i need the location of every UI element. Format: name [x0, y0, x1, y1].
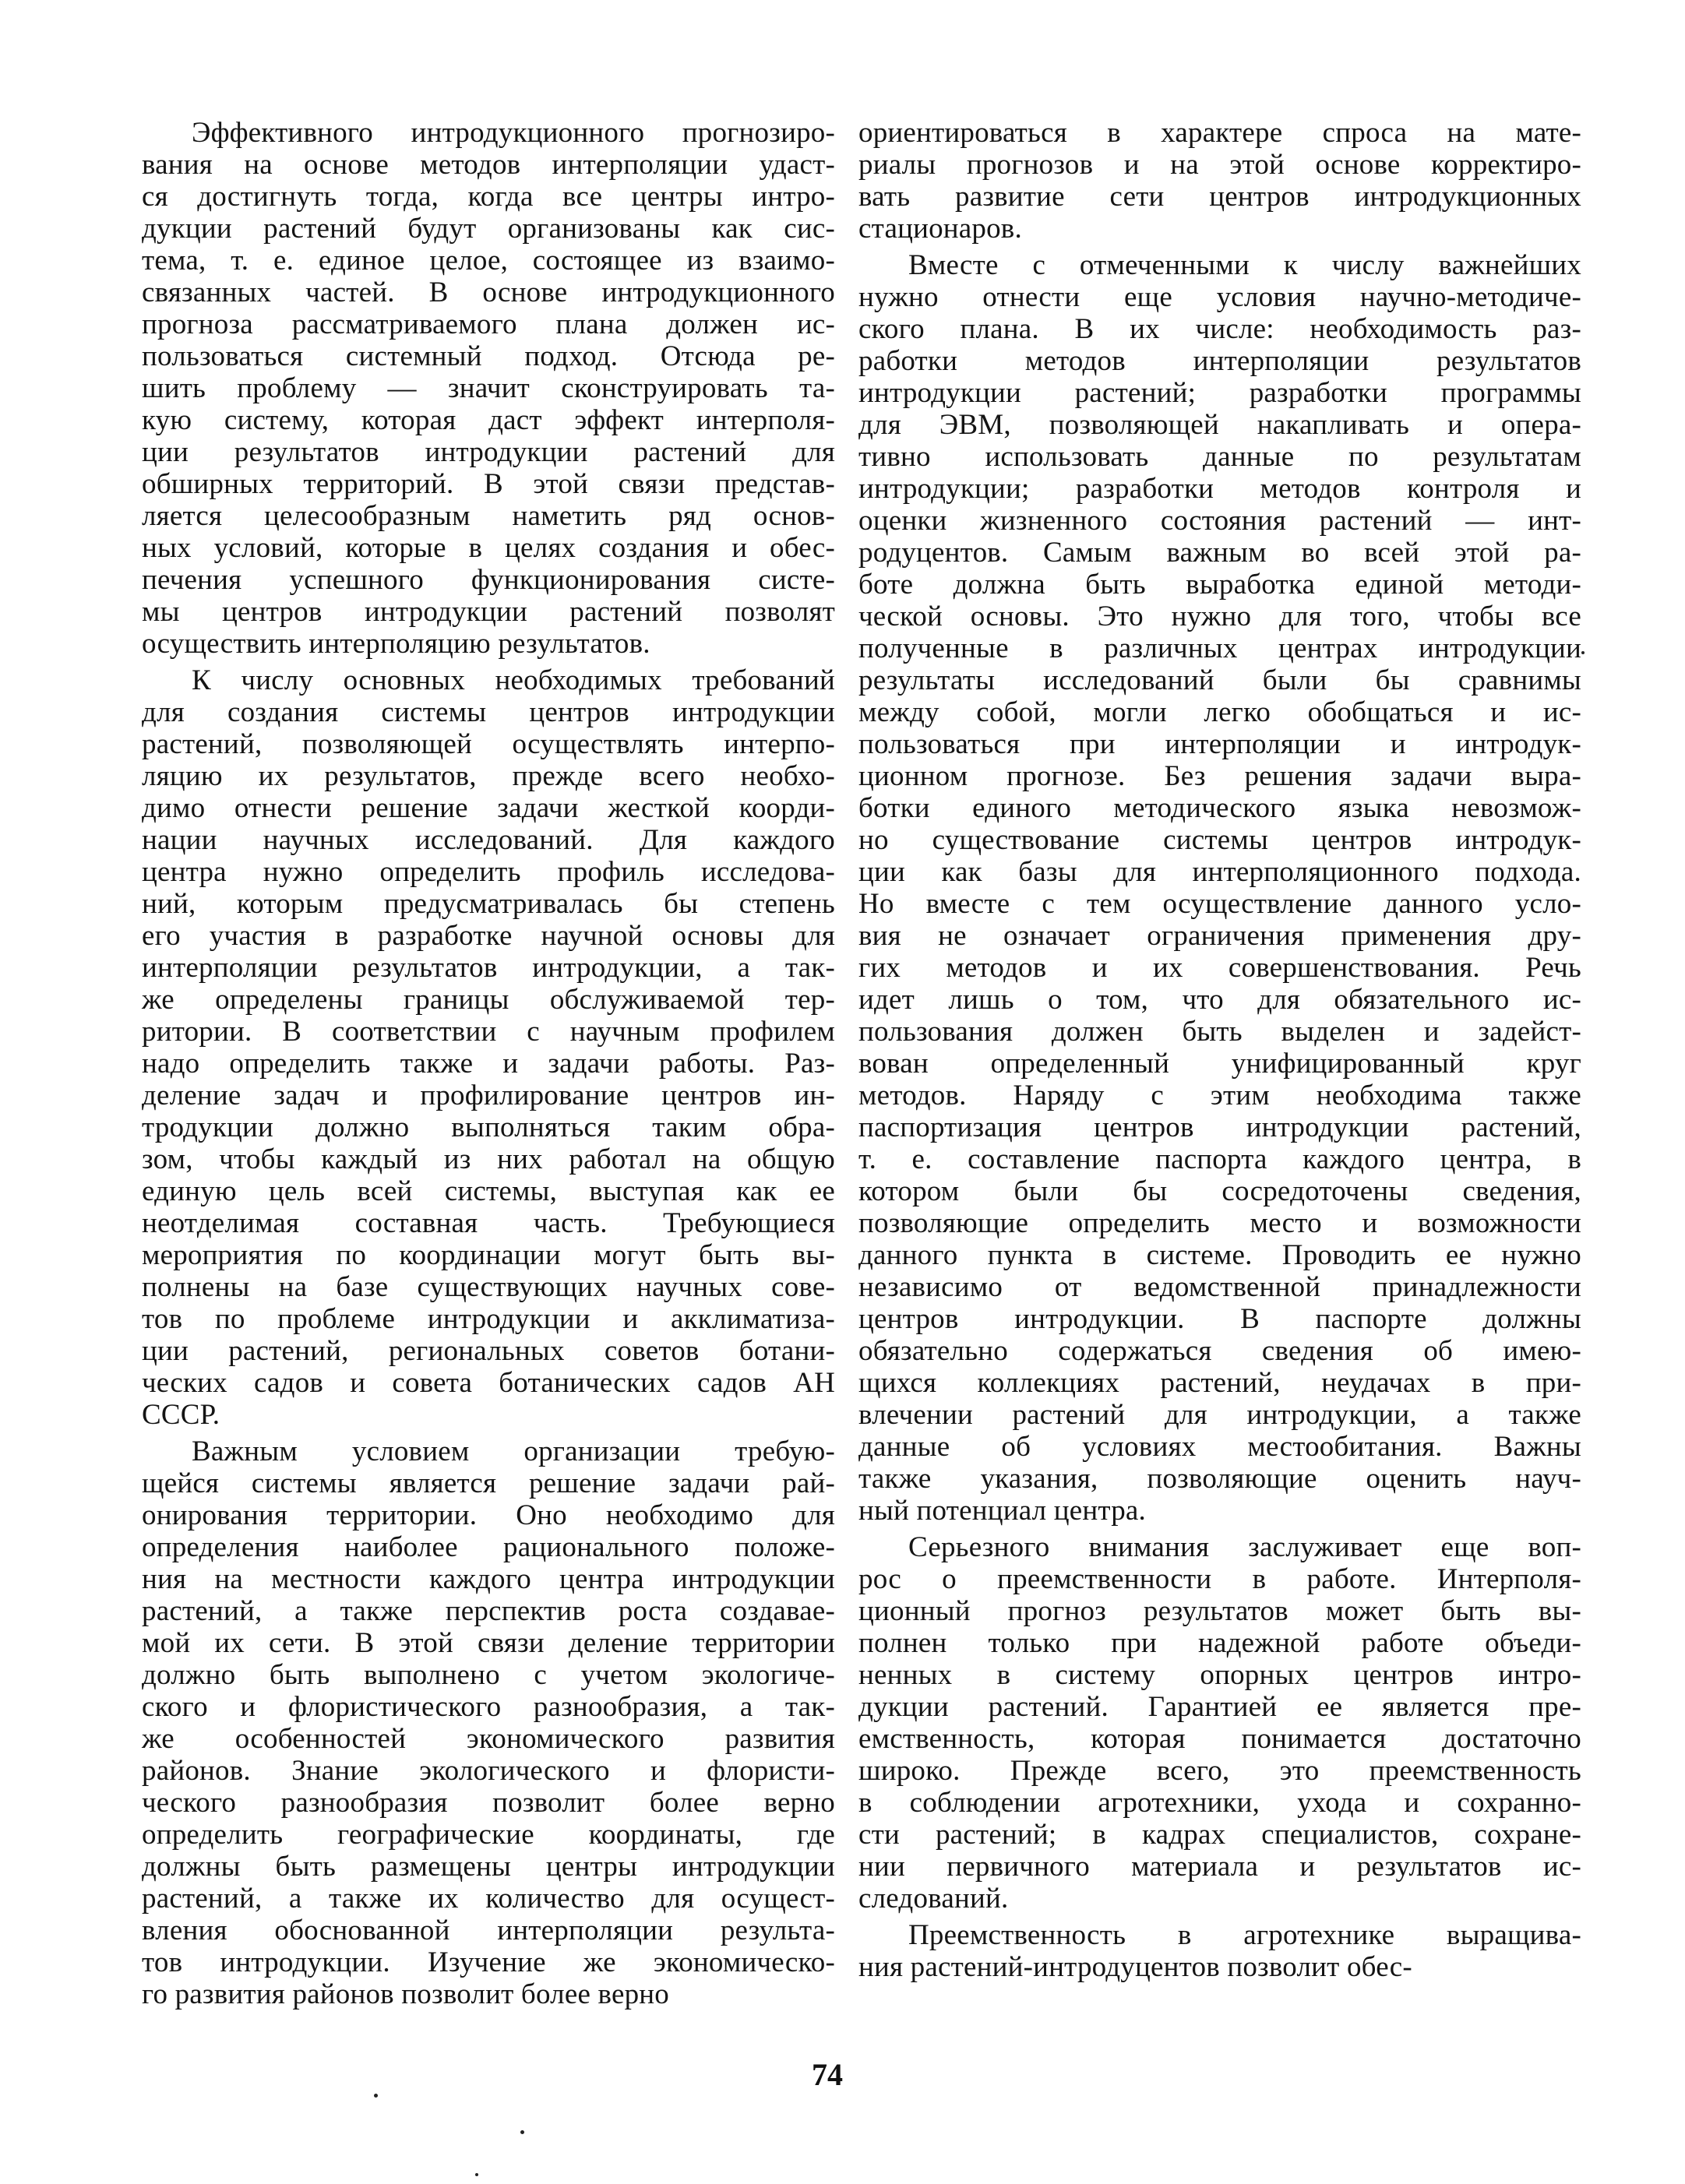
text-line: мероприятия по координации могут быть вы-	[142, 1239, 835, 1271]
text-line: полнены на базе существующих научных сове-	[142, 1271, 835, 1303]
text-line: т. е. составление паспорта каждого центра, в	[858, 1143, 1581, 1175]
text-line: ского и флористического разнообразия, а так-	[142, 1691, 835, 1723]
text-line: ции результатов интродукции растений для	[142, 436, 835, 468]
text-line: вован определенный унифицированный круг	[858, 1048, 1581, 1080]
text-line: Преемственность в агротехнике выращива-	[908, 1919, 1581, 1951]
scan-speck	[520, 2130, 524, 2134]
text-line: ботки единого методического языка невозмож-	[858, 792, 1581, 824]
text-line: надо определить также и задачи работы. Раз-	[142, 1048, 835, 1080]
text-line: СССР.	[142, 1399, 220, 1431]
text-line: емственность, которая понимается достаточно	[858, 1723, 1581, 1755]
right-column	[858, 117, 1581, 1983]
text-line: паспортизация центров интродукции растений,	[858, 1111, 1581, 1143]
text-line: печения успешного функционирования систе-	[142, 564, 835, 596]
paragraph	[142, 117, 835, 664]
text-line: осуществить интерполяцию результатов.	[142, 628, 650, 660]
text-line: вления обоснованной интерполяции результа-	[142, 1915, 835, 1946]
text-line: Серьезного внимания заслуживает еще воп-	[908, 1531, 1581, 1563]
text-line: тродукции должно выполняться таким обра-	[142, 1111, 835, 1143]
text-line: центров интродукции. В паспорте должны	[858, 1303, 1581, 1335]
text-line: определить географические координаты, где	[142, 1819, 835, 1851]
text-line: результаты исследований были бы сравнимы	[858, 664, 1581, 696]
text-line: го развития районов позволит более верно	[142, 1978, 669, 2010]
text-line: в соблюдении агротехники, ухода и сохранно-	[858, 1787, 1581, 1819]
text-line: позволяющие определить место и возможности	[858, 1207, 1581, 1239]
text-line: ных условий, которые в целях создания и обес-	[142, 532, 835, 564]
text-line: гих методов и их совершенствования. Речь	[858, 952, 1581, 984]
text-line: независимо от ведомственной принадлежности	[858, 1271, 1581, 1303]
text-line: полученные в различных центрах интродукции	[858, 632, 1581, 664]
text-line: растений, позволяющей осуществлять интерпо-	[142, 728, 835, 760]
text-line: пользоваться при интерполяции и интродук-	[858, 728, 1581, 760]
paragraph	[858, 1919, 1581, 1983]
scan-speck	[1581, 651, 1585, 654]
scan-speck	[475, 2173, 478, 2176]
text-line: нужно отнести еще условия научно-методиче-	[858, 281, 1581, 313]
text-line: Вместе с отмеченными к числу важнейших	[908, 249, 1581, 281]
text-line: прогноза рассматриваемого плана должен ис-	[142, 308, 835, 340]
text-line: тов по проблеме интродукции и акклиматиза-	[142, 1303, 835, 1335]
text-line: для создания системы центров интродукции	[142, 696, 835, 728]
text-line: ный потенциал центра.	[858, 1495, 1146, 1527]
text-line: ческого разнообразия позволит более верно	[142, 1787, 835, 1819]
paragraph	[142, 1435, 835, 2010]
text-line: Но вместе с тем осуществление данного усло-	[858, 888, 1581, 920]
text-line: кую систему, которая даст эффект интерполя-	[142, 404, 835, 436]
text-line: тема, т. е. единое целое, состоящее из взаимо-	[142, 245, 835, 277]
text-line: сти растений; в кадрах специалистов, сохране-	[858, 1819, 1581, 1851]
text-line: должны быть размещены центры интродукции	[142, 1851, 835, 1883]
text-line: ского плана. В их числе: необходимость раз-	[858, 313, 1581, 345]
text-line: влечении растений для интродукции, а также	[858, 1399, 1581, 1431]
text-line: ся достигнуть тогда, когда все центры интро-	[142, 181, 835, 213]
text-line: ритории. В соответствии с научным профилем	[142, 1016, 835, 1048]
paragraph	[858, 1531, 1581, 1919]
text-line: Важным условием организации требую-	[192, 1435, 835, 1467]
text-line: единую цель всей системы, выступая как ее	[142, 1175, 835, 1207]
text-line: шить проблему — значит сконструировать та-	[142, 372, 835, 404]
page-number: 74	[812, 2057, 843, 2092]
text-line: данные об условиях местообитания. Важны	[858, 1431, 1581, 1463]
text-line: данного пункта в системе. Проводить ее нужно	[858, 1239, 1581, 1271]
text-line: ненных в систему опорных центров интро-	[858, 1659, 1581, 1691]
text-line: пользования должен быть выделен и задейст-	[858, 1016, 1581, 1048]
text-line: К числу основных необходимых требований	[192, 664, 835, 696]
text-line: нации научных исследований. Для каждого	[142, 824, 835, 856]
text-line: дукции растений. Гарантией ее является пре-	[858, 1691, 1581, 1723]
text-line: вия не означает ограничения применения дру-	[858, 920, 1581, 952]
text-line: ционный прогноз результатов может быть вы-	[858, 1595, 1581, 1627]
text-line: ляется целесообразным наметить ряд основ-	[142, 500, 835, 532]
text-line: же определены границы обслуживаемой тер-	[142, 984, 835, 1016]
text-line: боте должна быть выработка единой методи-	[858, 569, 1581, 601]
text-line: тов интродукции. Изучение же экономическо-	[142, 1946, 835, 1978]
text-line: дукции растений будут организованы как сис-	[142, 213, 835, 245]
paragraph	[142, 664, 835, 1435]
text-line: методов. Наряду с этим необходима также	[858, 1080, 1581, 1111]
text-line: оценки жизненного состояния растений — инт-	[858, 505, 1581, 537]
text-line: ния растений-интродуцентов позволит обес-	[858, 1951, 1412, 1983]
text-line: же особенностей экономического развития	[142, 1723, 835, 1755]
text-line: его участия в разработке научной основы для	[142, 920, 835, 952]
text-line: Эффективного интродукционного прогнозиро-	[192, 117, 835, 149]
text-line: ции как базы для интерполяционного подхода.	[858, 856, 1581, 888]
text-line: ческой основы. Это нужно для того, чтобы все	[858, 601, 1581, 632]
text-line: обширных территорий. В этой связи представ-	[142, 468, 835, 500]
text-line: деление задач и профилирование центров ин-	[142, 1080, 835, 1111]
text-line: для ЭВМ, позволяющей накапливать и опера-	[858, 409, 1581, 441]
text-line: следований.	[858, 1883, 1009, 1915]
text-line: нии первичного материала и результатов ис-	[858, 1851, 1581, 1883]
scan-speck	[374, 2094, 378, 2098]
text-line: неотделимая составная часть. Требующиеся	[142, 1207, 835, 1239]
text-line: связанных частей. В основе интродукционного	[142, 277, 835, 308]
text-line: ния на местности каждого центра интродукции	[142, 1563, 835, 1595]
text-line: ляцию их результатов, прежде всего необхо-	[142, 760, 835, 792]
paragraph	[858, 249, 1581, 1531]
paragraph	[858, 117, 1581, 249]
text-line: также указания, позволяющие оценить науч-	[858, 1463, 1581, 1495]
text-line: вания на основе методов интерполяции удаст-	[142, 149, 835, 181]
text-line: щейся системы является решение задачи рай-	[142, 1467, 835, 1499]
text-line: интродукции растений; разработки программы	[858, 377, 1581, 409]
text-line: рос о преемственности в работе. Интерполя-	[858, 1563, 1581, 1595]
text-line: зом, чтобы каждый из них работал на общую	[142, 1143, 835, 1175]
text-line: мой их сети. В этой связи деление территории	[142, 1627, 835, 1659]
text-line: пользоваться системный подход. Отсюда ре-	[142, 340, 835, 372]
text-line: ции растений, региональных советов ботани-	[142, 1335, 835, 1367]
text-line: интерполяции результатов интродукции, а так-	[142, 952, 835, 984]
text-line: тивно использовать данные по результатам	[858, 441, 1581, 473]
text-line: растений, а также перспектив роста создавае-	[142, 1595, 835, 1627]
text-line: должно быть выполнено с учетом экологиче-	[142, 1659, 835, 1691]
text-line: широко. Прежде всего, это преемственность	[858, 1755, 1581, 1787]
text-line: щихся коллекциях растений, неудачах в при-	[858, 1367, 1581, 1399]
text-line: определения наиболее рационального положе-	[142, 1531, 835, 1563]
text-line: вать развитие сети центров интродукционных	[858, 181, 1581, 213]
text-line: ориентироваться в характере спроса на мате-	[858, 117, 1581, 149]
left-column	[142, 117, 835, 2010]
text-line: ционном прогнозе. Без решения задачи выра-	[858, 760, 1581, 792]
text-line: родуцентов. Самым важным во всей этой ра-	[858, 537, 1581, 569]
text-line: центра нужно определить профиль исследова-	[142, 856, 835, 888]
text-line: димо отнести решение задачи жесткой коорди-	[142, 792, 835, 824]
text-line: полнен только при надежной работе объеди-	[858, 1627, 1581, 1659]
text-line: но существование системы центров интродук-	[858, 824, 1581, 856]
text-line: мы центров интродукции растений позволят	[142, 596, 835, 628]
text-line: идет лишь о том, что для обязательного ис-	[858, 984, 1581, 1016]
text-line: работки методов интерполяции результатов	[858, 345, 1581, 377]
text-line: онирования территории. Оно необходимо для	[142, 1499, 835, 1531]
text-line: ний, которым предусматривалась бы степень	[142, 888, 835, 920]
text-line: растений, а также их количество для осущест-	[142, 1883, 835, 1915]
text-line: районов. Знание экологического и флористи-	[142, 1755, 835, 1787]
text-line: стационаров.	[858, 213, 1022, 245]
text-line: интродукции; разработки методов контроля и	[858, 473, 1581, 505]
text-line: обязательно содержаться сведения об имею-	[858, 1335, 1581, 1367]
text-line: между собой, могли легко обобщаться и ис-	[858, 696, 1581, 728]
text-line: ческих садов и совета ботанических садов АН	[142, 1367, 835, 1399]
text-line: риалы прогнозов и на этой основе корректиро-	[858, 149, 1581, 181]
text-line: котором были бы сосредоточены сведения,	[858, 1175, 1581, 1207]
